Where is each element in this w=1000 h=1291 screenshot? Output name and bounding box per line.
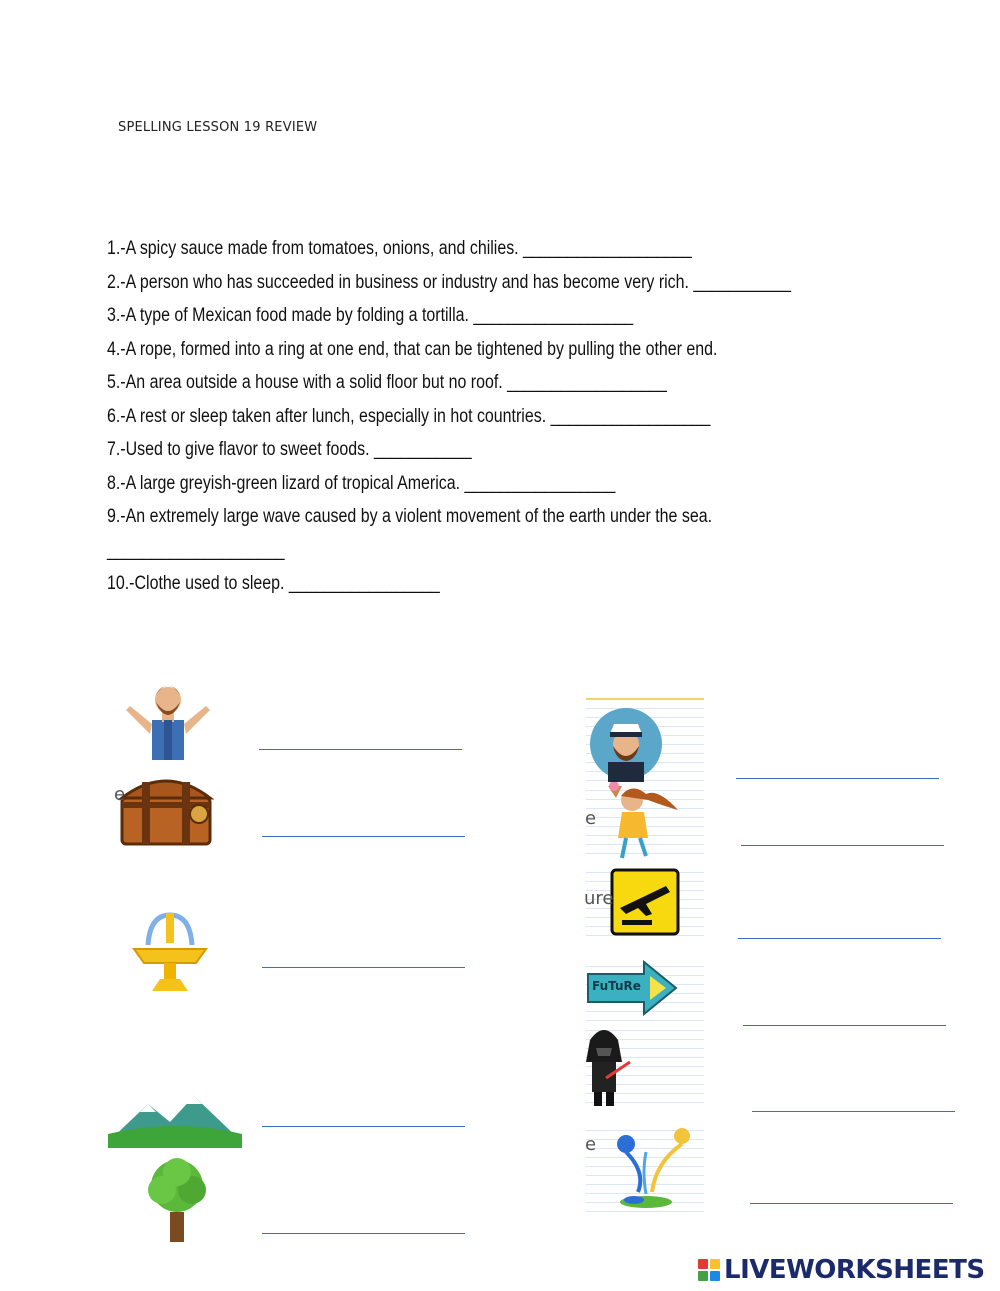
- answer-line-7[interactable]: [741, 845, 944, 846]
- future-arrow-icon: [586, 958, 704, 1022]
- question-6: 6.-A rest or sleep taken after lunch, especially in hot countries. __________________: [107, 405, 711, 427]
- fragment-paint: e: [585, 1134, 597, 1155]
- question-7: 7.-Used to give flavor to sweet foods. ___________: [107, 439, 472, 460]
- treasure-chest-icon: [112, 768, 220, 848]
- question-5: 5.-An area outside a house with a solid floor but no roof. __________________: [107, 372, 667, 393]
- logo-square-red: [698, 1259, 708, 1269]
- logo-square-blue: [710, 1271, 720, 1281]
- fragment-chest: e: [114, 784, 126, 805]
- question-8: 8.-A large greyish-green lizard of tropical America. _________________: [107, 472, 616, 494]
- question-3: 3.-A type of Mexican food made by folding a tortilla. __________________: [107, 305, 634, 326]
- answer-line-3[interactable]: [262, 967, 465, 968]
- logo-squares-icon: [698, 1259, 720, 1281]
- tree-icon: [142, 1156, 212, 1242]
- question-list: [107, 232, 867, 601]
- answer-line-5[interactable]: [262, 1233, 465, 1234]
- mountains-icon: [108, 1092, 242, 1148]
- answer-line-10[interactable]: [752, 1111, 955, 1112]
- answer-line-4[interactable]: [262, 1126, 465, 1127]
- fragment-girl: e: [585, 808, 597, 829]
- fountain-icon: [130, 905, 210, 993]
- answer-line-11[interactable]: [750, 1203, 953, 1204]
- answer-line-1[interactable]: [259, 749, 462, 750]
- logo-square-yellow: [710, 1259, 720, 1269]
- logo-text: LIVEWORKSHEETS: [724, 1255, 985, 1285]
- question-2: 2.-A person who has succeeded in business or industry and has become very rich. ___________: [107, 271, 792, 293]
- future-sign-text: FuTuRe: [592, 979, 641, 993]
- fragment-departure: ure: [584, 888, 614, 909]
- girl-ice-cream-icon: [586, 782, 704, 862]
- question-4: 4.-A rope, formed into a ring at one end, that can be tightened by pulling the other end.: [107, 338, 718, 360]
- worksheet-title: SPELLING LESSON 19 REVIEW: [118, 120, 318, 135]
- question-9-blank: ____________________: [107, 539, 285, 561]
- question-1: 1.-A spicy sauce made from tomatoes, onions, and chilies. ___________________: [107, 238, 692, 259]
- answer-line-6[interactable]: [736, 778, 939, 779]
- question-10: 10.-Clothe used to sleep. _________________: [107, 573, 440, 594]
- answer-line-8[interactable]: [738, 938, 941, 939]
- answer-line-2[interactable]: [262, 836, 465, 837]
- paint-splash-icon: [586, 1122, 704, 1214]
- logo-square-green: [698, 1271, 708, 1281]
- darth-vader-icon: [586, 1022, 704, 1108]
- captain-icon: [586, 698, 704, 784]
- answer-line-9[interactable]: [743, 1025, 946, 1026]
- shrugging-man-icon: [116, 672, 220, 760]
- question-9: 9.-An extremely large wave caused by a violent movement of the earth under the sea.: [107, 506, 713, 527]
- liveworksheets-logo: [698, 1255, 985, 1285]
